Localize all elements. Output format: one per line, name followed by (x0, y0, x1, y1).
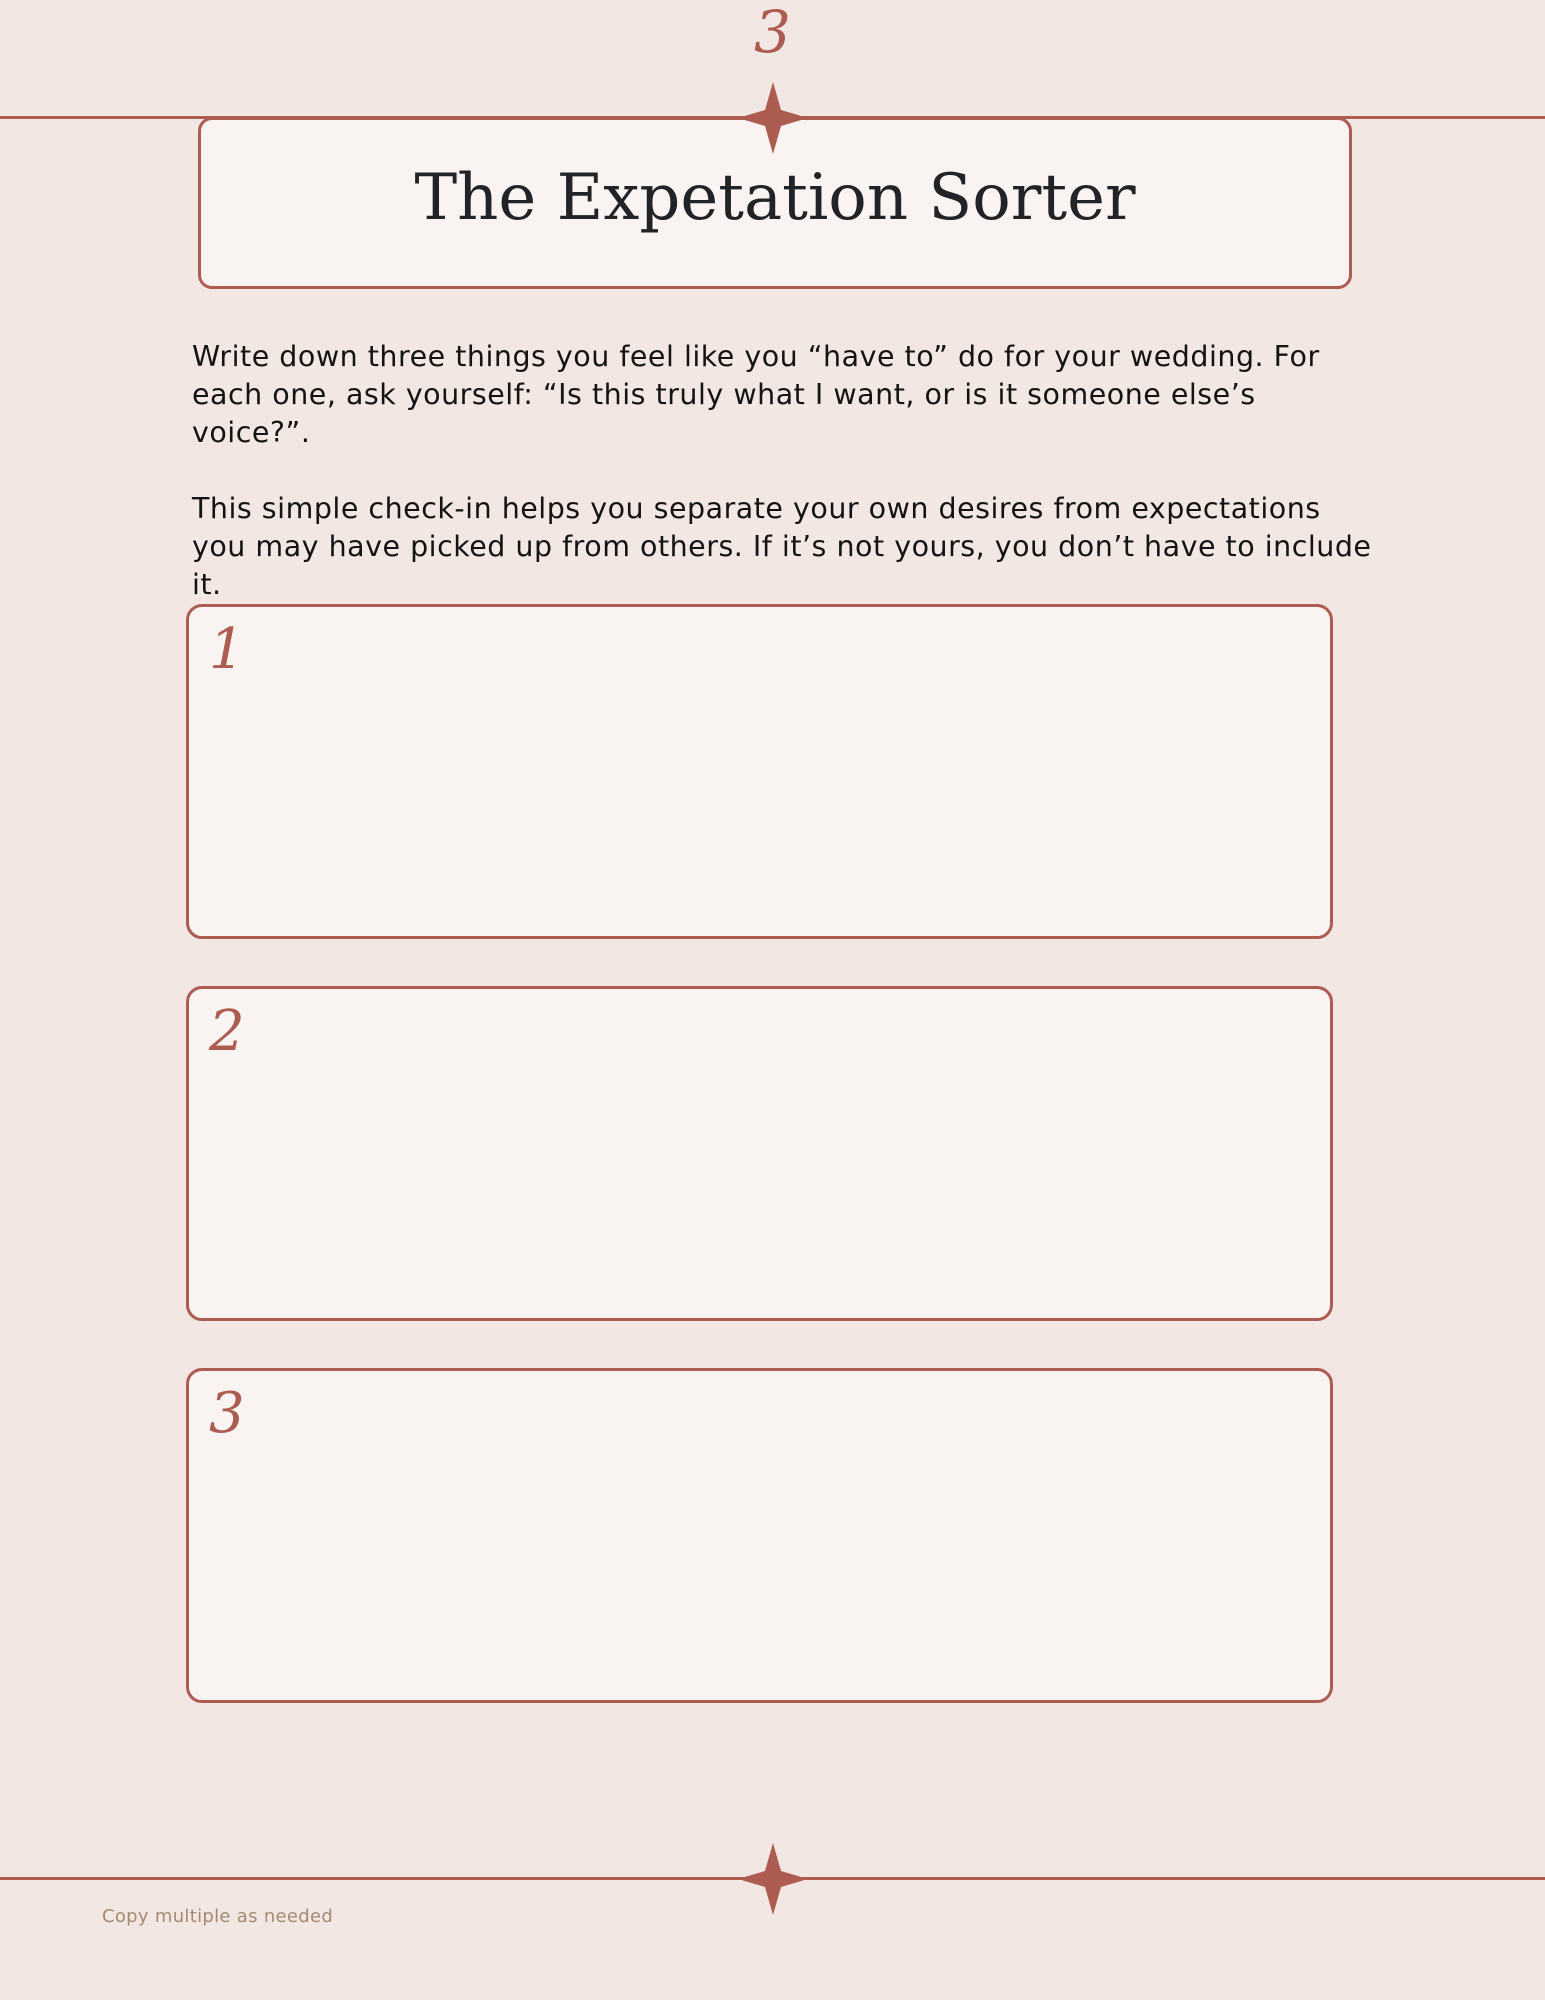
instructions-paragraph-1: Write down three things you feel like you “have to” do for your wedding. For each one, ask yourself: “Is this truly what I want, or is it someone else’s voice?”. (192, 340, 1320, 449)
four-point-star-icon (738, 82, 808, 154)
entry-box-2[interactable] (186, 986, 1333, 1321)
entry-number-2: 2 (209, 999, 245, 1064)
instructions-paragraph-2: This simple check-in helps you separate your own desires from expectations you may have picked up from others. If it’s not yours, you don’t have to include it. (192, 492, 1372, 601)
entry-box-3[interactable] (186, 1368, 1333, 1703)
entry-number-1: 1 (209, 617, 245, 682)
instructions (192, 338, 1372, 642)
entry-box-1[interactable] (186, 604, 1333, 939)
footer-note: Copy multiple as needed (102, 1906, 334, 1927)
four-point-star-icon (738, 1843, 808, 1915)
page-title: The Expetation Sorter (414, 161, 1136, 235)
entry-number-3: 3 (209, 1381, 245, 1446)
page-number: 3 (754, 0, 791, 66)
